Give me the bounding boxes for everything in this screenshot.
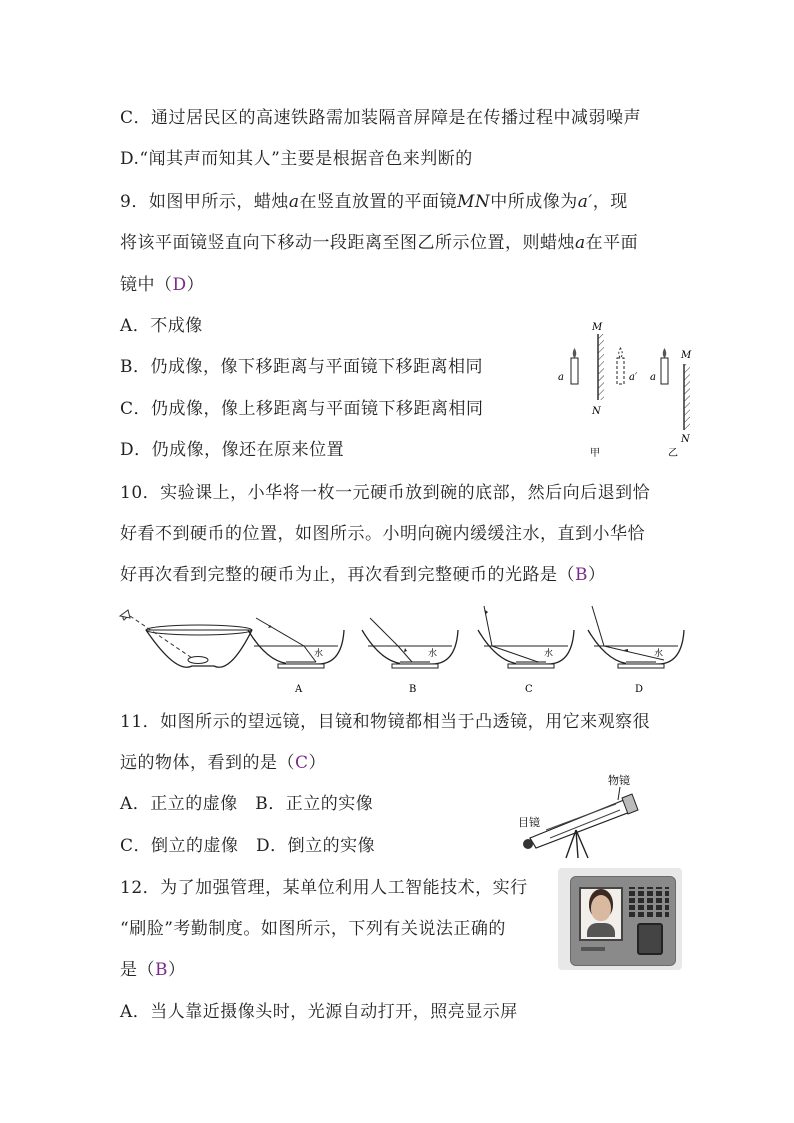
bowl-option-a (248, 618, 344, 695)
bowl-figure (118, 604, 688, 696)
q9-line-2: 将该平面镜竖直向下移动一段距离至图乙所示位置，则蜡烛a在平面 (120, 233, 639, 253)
q11-options-cd: C．倒立的虚像 D．倒立的实像 (120, 836, 376, 856)
q11-line-1: 11．如图所示的望远镜，目镜和物镜都相当于凸透镜，用它来观察很 (120, 712, 651, 732)
q12-line-2: “刷脸”考勤制度。如图所示，下列有关说法正确的 (120, 919, 506, 939)
q10-answer: B (575, 565, 588, 585)
bowl-option-d (588, 606, 684, 695)
eye-icon (120, 610, 130, 618)
face-screen (579, 887, 623, 941)
option-c-line: C．通过居民区的高速铁路需加装隔音屏障是在传播过程中减弱噪声 (120, 108, 642, 128)
device-body (570, 876, 676, 966)
label-a: a (558, 372, 564, 383)
q12-option-a: A．当人靠近摄像头时，光源自动打开，照亮显示屏 (120, 1002, 518, 1022)
svg-text:C: C (525, 684, 533, 695)
q10-line-1: 10．实验课上，小华将一枚一元硬币放到碗的底部，然后向后退到恰 (120, 483, 651, 503)
label-jia: 甲 (590, 448, 600, 459)
keypad (629, 887, 669, 917)
q9-answer: D (172, 275, 187, 295)
fingerprint-sensor-icon (637, 923, 663, 955)
eyepiece-label: 目镜 (518, 816, 540, 829)
label-yi: 乙 (668, 448, 678, 459)
telescope-icon (523, 794, 638, 858)
objective-label: 物镜 (608, 774, 630, 787)
svg-text:水: 水 (428, 649, 438, 659)
label-n: N (592, 406, 601, 417)
label-a-yi: a (650, 372, 656, 383)
q10-line-2: 好看不到硬币的位置，如图所示。小明向碗内缓缓注水，直到小华恰 (120, 524, 645, 544)
option-d-line: D.“闻其声而知其人”主要是根据音色来判断的 (120, 149, 473, 169)
q12-line-1: 12．为了加强管理，某单位利用人工智能技术，实行 (120, 878, 528, 898)
candle-icon (571, 348, 578, 384)
svg-text:A: A (295, 684, 303, 695)
q9-line-1: 9．如图甲所示，蜡烛a在竖直放置的平面镜MN中所成像为a′，现 (120, 192, 628, 212)
q9-option-b: B．仍成像，像下移距离与平面镜下移距离相同 (120, 357, 483, 377)
svg-text:水: 水 (654, 649, 664, 659)
svg-text:D: D (635, 684, 644, 695)
face-device-figure (558, 868, 682, 970)
label-a-image: a′ (629, 372, 638, 383)
label-n-yi: N (681, 434, 690, 445)
q12-answer: B (155, 960, 168, 980)
telescope-figure (516, 770, 646, 860)
svg-text:水: 水 (314, 649, 324, 659)
bowl-initial (120, 610, 252, 667)
svg-text:水: 水 (544, 649, 554, 659)
q11-answer: C (295, 753, 309, 773)
candle-image-icon (617, 348, 624, 384)
q11-options-ab: A．正立的虚像 B．正立的实像 (120, 794, 374, 814)
q11-line-2: 远的物体，看到的是（C） (120, 753, 327, 773)
q9-option-a: A．不成像 (120, 316, 203, 336)
figure-yi (650, 348, 692, 459)
mirror-figure (548, 318, 708, 462)
q10-line-3: 好再次看到完整的硬币为止，再次看到完整硬币的光路是（B） (120, 565, 606, 585)
q12-line-3: 是（B） (120, 960, 186, 980)
q9-line-3: 镜中（D） (120, 275, 205, 295)
bowl-option-c (478, 606, 574, 695)
candle-icon (661, 348, 668, 384)
q9-option-c: C．仍成像，像上移距离与平面镜下移距离相同 (120, 399, 484, 419)
bowl-option-b (362, 618, 458, 695)
avatar (591, 895, 611, 921)
figure-jia (558, 322, 638, 459)
label-m-yi: M (681, 350, 692, 361)
svg-text:B: B (409, 684, 417, 695)
label-m: M (592, 322, 603, 333)
q9-option-d: D．仍成像，像还在原来位置 (120, 440, 345, 460)
